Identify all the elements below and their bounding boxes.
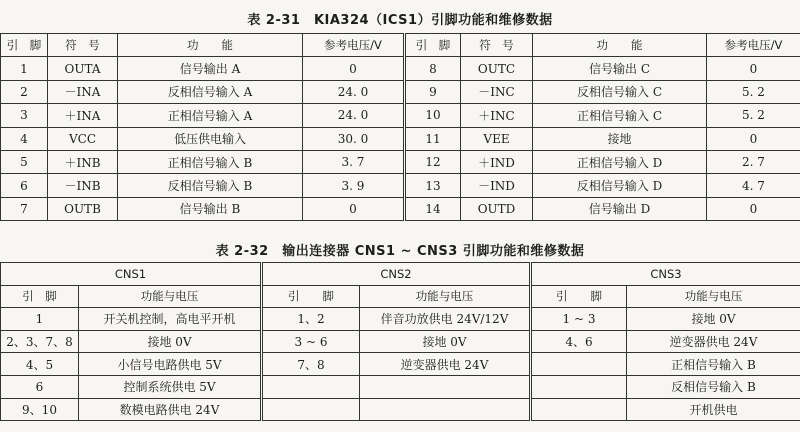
cell-pin: 2 — [1, 80, 48, 103]
cell-symbol: －INC — [461, 80, 533, 103]
table1-pin-function — [0, 33, 800, 221]
cell-pin: 9、10 — [1, 398, 79, 421]
table2-connector-pins — [0, 262, 800, 421]
cell-pin: 6 — [1, 375, 79, 398]
cell-pin: 6 — [1, 174, 48, 197]
cell-function: 信号输出 C — [533, 57, 707, 80]
cell-voltage: 5. 2 — [707, 104, 800, 127]
cell-pin: 3 — [1, 104, 48, 127]
cell-pin: 11 — [405, 127, 461, 150]
cell-pin: 4、6 — [531, 330, 627, 353]
cell-symbol: ＋INC — [461, 104, 533, 127]
cell-pin: 4 — [1, 127, 48, 150]
cell-function: 逆变器供电 24V — [627, 330, 800, 353]
cell-function: 小信号电路供电 5V — [79, 353, 262, 376]
table-row — [1, 174, 800, 197]
header-pin: 引 脚 — [262, 285, 360, 308]
cell-function — [360, 375, 531, 398]
cell-symbol: VEE — [461, 127, 533, 150]
cell-function: 反相信号输入 B — [118, 174, 303, 197]
cell-function: 接地 0V — [627, 308, 800, 331]
table-row — [1, 330, 800, 353]
cell-symbol: OUTB — [48, 197, 118, 220]
header-symbol: 符 号 — [461, 34, 533, 57]
table-row — [1, 308, 800, 331]
cell-voltage: 4. 7 — [707, 174, 800, 197]
header-function: 功 能 — [533, 34, 707, 57]
cell-voltage: 5. 2 — [707, 80, 800, 103]
header-pin: 引 脚 — [1, 285, 79, 308]
cell-pin: 1 — [1, 308, 79, 331]
header-function: 功 能 — [118, 34, 303, 57]
cell-pin: 5 — [1, 150, 48, 173]
table-row — [1, 150, 800, 173]
cell-function: 低压供电输入 — [118, 127, 303, 150]
cell-pin: 7 — [1, 197, 48, 220]
group-cns2: CNS2 — [262, 263, 531, 286]
cell-function: 正相信号输入 B — [118, 150, 303, 173]
cell-function: 接地 0V — [360, 330, 531, 353]
cell-function: 正相信号输入 D — [533, 150, 707, 173]
cell-function: 伴音功放供电 24V/12V — [360, 308, 531, 331]
table-row — [1, 375, 800, 398]
cell-voltage: 0 — [303, 197, 405, 220]
cell-voltage: 2. 7 — [707, 150, 800, 173]
group-cns3: CNS3 — [531, 263, 800, 286]
header-pin: 引 脚 — [1, 34, 48, 57]
cell-function: 接地 — [533, 127, 707, 150]
cell-symbol: ＋INB — [48, 150, 118, 173]
cell-symbol: －INB — [48, 174, 118, 197]
cell-pin: 1 — [1, 57, 48, 80]
cell-voltage: 0 — [707, 127, 800, 150]
table-row — [1, 57, 800, 80]
header-function-voltage: 功能与电压 — [627, 285, 800, 308]
cell-voltage: 24. 0 — [303, 80, 405, 103]
cell-pin: 2、3、7、8 — [1, 330, 79, 353]
header-symbol: 符 号 — [48, 34, 118, 57]
cell-voltage: 3. 9 — [303, 174, 405, 197]
header-function-voltage: 功能与电压 — [360, 285, 531, 308]
cell-function: 反相信号输入 D — [533, 174, 707, 197]
cell-pin: 14 — [405, 197, 461, 220]
table1-header-row — [1, 34, 800, 57]
header-function-voltage: 功能与电压 — [79, 285, 262, 308]
cell-function: 正相信号输入 C — [533, 104, 707, 127]
cell-voltage: 3. 7 — [303, 150, 405, 173]
cell-function: 接地 0V — [79, 330, 262, 353]
cell-function: 信号输出 A — [118, 57, 303, 80]
cell-symbol: －IND — [461, 174, 533, 197]
cell-pin: 1 ~ 3 — [531, 308, 627, 331]
header-voltage: 参考电压/V — [303, 34, 405, 57]
cell-function: 控制系统供电 5V — [79, 375, 262, 398]
cell-function: 信号输出 D — [533, 197, 707, 220]
cell-function: 正相信号输入 B — [627, 353, 800, 376]
cell-symbol: OUTD — [461, 197, 533, 220]
cell-function — [360, 398, 531, 421]
table-row — [1, 127, 800, 150]
cell-voltage: 0 — [707, 57, 800, 80]
cell-function: 反相信号输入 A — [118, 80, 303, 103]
table2-subheader-row — [1, 285, 800, 308]
cell-pin — [262, 375, 360, 398]
cell-pin — [531, 398, 627, 421]
cell-symbol: ＋INA — [48, 104, 118, 127]
cell-function: 反相信号输入 C — [533, 80, 707, 103]
cell-function: 反相信号输入 B — [627, 375, 800, 398]
table-row — [1, 353, 800, 376]
cell-pin: 4、5 — [1, 353, 79, 376]
table2-title: 表 2-32 输出连接器 CNS1 ~ CNS3 引脚功能和维修数据 — [215, 244, 585, 259]
table-row — [1, 398, 800, 421]
table-row — [1, 80, 800, 103]
cell-function: 数模电路供电 24V — [79, 398, 262, 421]
cell-pin: 10 — [405, 104, 461, 127]
cell-voltage: 24. 0 — [303, 104, 405, 127]
table1-title: 表 2-31 KIA324（ICS1）引脚功能和维修数据 — [247, 13, 553, 28]
cell-pin — [531, 353, 627, 376]
cell-voltage: 0 — [303, 57, 405, 80]
cell-voltage: 30. 0 — [303, 127, 405, 150]
table2-group-row — [1, 263, 800, 286]
cell-symbol: ＋IND — [461, 150, 533, 173]
header-voltage: 参考电压/V — [707, 34, 800, 57]
cell-pin: 13 — [405, 174, 461, 197]
cell-pin: 8 — [405, 57, 461, 80]
cell-function: 开机供电 — [627, 398, 800, 421]
table-row — [1, 104, 800, 127]
cell-pin: 12 — [405, 150, 461, 173]
cell-symbol: OUTC — [461, 57, 533, 80]
header-pin: 引 脚 — [531, 285, 627, 308]
cell-function: 正相信号输入 A — [118, 104, 303, 127]
cell-pin — [262, 398, 360, 421]
cell-pin: 1、2 — [262, 308, 360, 331]
group-cns1: CNS1 — [1, 263, 262, 286]
cell-pin: 3 ~ 6 — [262, 330, 360, 353]
cell-pin: 7、8 — [262, 353, 360, 376]
cell-symbol: VCC — [48, 127, 118, 150]
cell-pin — [531, 375, 627, 398]
cell-voltage: 0 — [707, 197, 800, 220]
cell-pin: 9 — [405, 80, 461, 103]
cell-function: 开关机控制，高电平开机 — [79, 308, 262, 331]
header-pin: 引 脚 — [405, 34, 461, 57]
cell-function: 逆变器供电 24V — [360, 353, 531, 376]
cell-symbol: －INA — [48, 80, 118, 103]
table-row — [1, 197, 800, 220]
cell-function: 信号输出 B — [118, 197, 303, 220]
cell-symbol: OUTA — [48, 57, 118, 80]
